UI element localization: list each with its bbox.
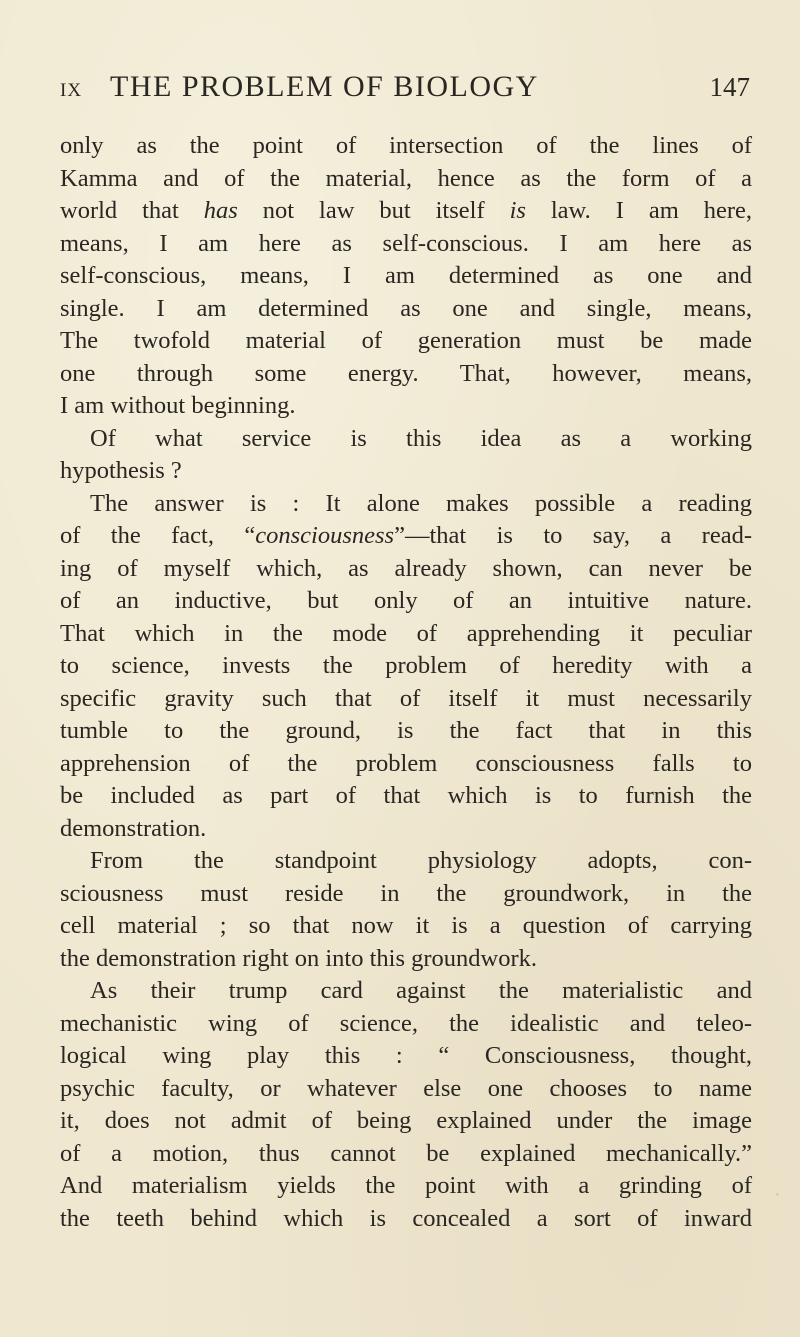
text-line: [60, 1203, 752, 1236]
line-segment: specific gravity such that of itself it must necessarily: [60, 684, 752, 712]
line-segment: As their trump card against the materialistic and: [90, 977, 752, 1004]
line-segment: world that: [60, 197, 204, 224]
line-segment: be included as part of that which is to furnish the: [60, 782, 752, 809]
italic-word: has: [203, 197, 238, 224]
text-line: [60, 1138, 752, 1171]
text-line: [60, 390, 752, 423]
italic-word: consciousness: [255, 522, 395, 549]
text-line: [60, 1170, 752, 1203]
line-segment: That which in the mode of apprehending it peculiar: [60, 619, 752, 647]
text-line: [60, 423, 752, 456]
line-segment: the demonstration right on into this groundwork.: [60, 944, 538, 972]
line-segment: And materialism yields the point with a grinding of: [60, 1172, 752, 1199]
italic-word: is: [509, 197, 526, 224]
line-segment: logical wing play this : “ Consciousness, thought,: [60, 1042, 752, 1069]
line-segment: it, does not admit of being explained under the image: [60, 1107, 752, 1134]
text-line: [60, 975, 752, 1008]
page-number: 147: [709, 72, 750, 102]
text-line: [60, 260, 752, 293]
text-line: [60, 780, 752, 813]
text-line: [60, 1040, 752, 1073]
text-line: [60, 163, 752, 196]
text-line: [60, 585, 752, 618]
text-line: [60, 488, 752, 521]
paper-speck: [776, 1193, 779, 1196]
line-segment: means, I am here as self-conscious. I am here as: [60, 229, 752, 257]
line-segment: ”—that is to say, a read-: [394, 522, 752, 549]
text-line: [60, 455, 752, 488]
text-line: [60, 683, 752, 716]
line-segment: to science, invests the problem of heredity with a: [60, 652, 752, 679]
text-line: [60, 878, 752, 911]
line-segment: Of what service is this idea as a working: [90, 424, 752, 452]
line-segment: law. I am here,: [525, 197, 752, 224]
line-segment: of the fact, “: [60, 522, 256, 549]
text-line: [60, 748, 752, 781]
line-segment: self-conscious, means, I am determined as one and: [60, 262, 752, 289]
text-line: [60, 943, 752, 976]
line-segment: the teeth behind which is concealed a sort of inward: [60, 1204, 752, 1232]
text-line: [60, 293, 752, 326]
line-segment: apprehension of the problem consciousness falls to: [60, 749, 752, 777]
line-segment: single. I am determined as one and single, means,: [60, 294, 752, 322]
line-segment: mechanistic wing of science, the idealistic and teleo-: [60, 1009, 752, 1037]
text-line: [60, 813, 752, 846]
text-line: [60, 130, 752, 163]
text-line: [60, 1105, 752, 1138]
line-segment: ing of myself which, as already shown, can never be: [60, 554, 752, 582]
line-segment: From the standpoint physiology adopts, con-: [90, 847, 752, 874]
text-line: [60, 715, 752, 748]
text-line: [60, 520, 752, 553]
text-line: [60, 650, 752, 683]
text-line: [60, 553, 752, 586]
line-segment: only as the point of intersection of the lines of: [60, 132, 752, 159]
line-segment: demonstration.: [60, 814, 207, 842]
text-line: [60, 358, 752, 391]
text-line: [60, 325, 752, 358]
text-line: [60, 1073, 752, 1106]
text-line: [60, 195, 752, 228]
text-line: [60, 228, 752, 261]
line-segment: tumble to the ground, is the fact that in this: [60, 717, 752, 744]
running-head: [60, 70, 750, 110]
chapter-title: THE PROBLEM OF BIOLOGY: [110, 70, 539, 103]
text-line: [60, 618, 752, 651]
line-segment: hypothesis ?: [60, 457, 182, 484]
line-segment: I am without beginning.: [60, 392, 296, 419]
line-segment: psychic faculty, or whatever else one chooses to name: [60, 1074, 752, 1102]
line-segment: cell material ; so that now it is a question of carrying: [60, 912, 752, 939]
body-text: [60, 130, 752, 1235]
line-segment: sciousness must reside in the groundwork, in the: [60, 879, 752, 907]
line-segment: The twofold material of generation must be made: [60, 327, 752, 354]
chapter-number: IX: [60, 80, 83, 101]
line-segment: The answer is : It alone makes possible a reading: [90, 489, 752, 517]
text-line: [60, 845, 752, 878]
line-segment: of an inductive, but only of an intuitive nature.: [60, 587, 752, 614]
line-segment: one through some energy. That, however, means,: [60, 359, 752, 387]
line-segment: Kamma and of the material, hence as the form of a: [60, 164, 752, 192]
text-line: [60, 1008, 752, 1041]
line-segment: of a motion, thus cannot be explained mechanically.”: [60, 1139, 752, 1167]
text-line: [60, 910, 752, 943]
line-segment: not law but itself: [237, 197, 510, 224]
